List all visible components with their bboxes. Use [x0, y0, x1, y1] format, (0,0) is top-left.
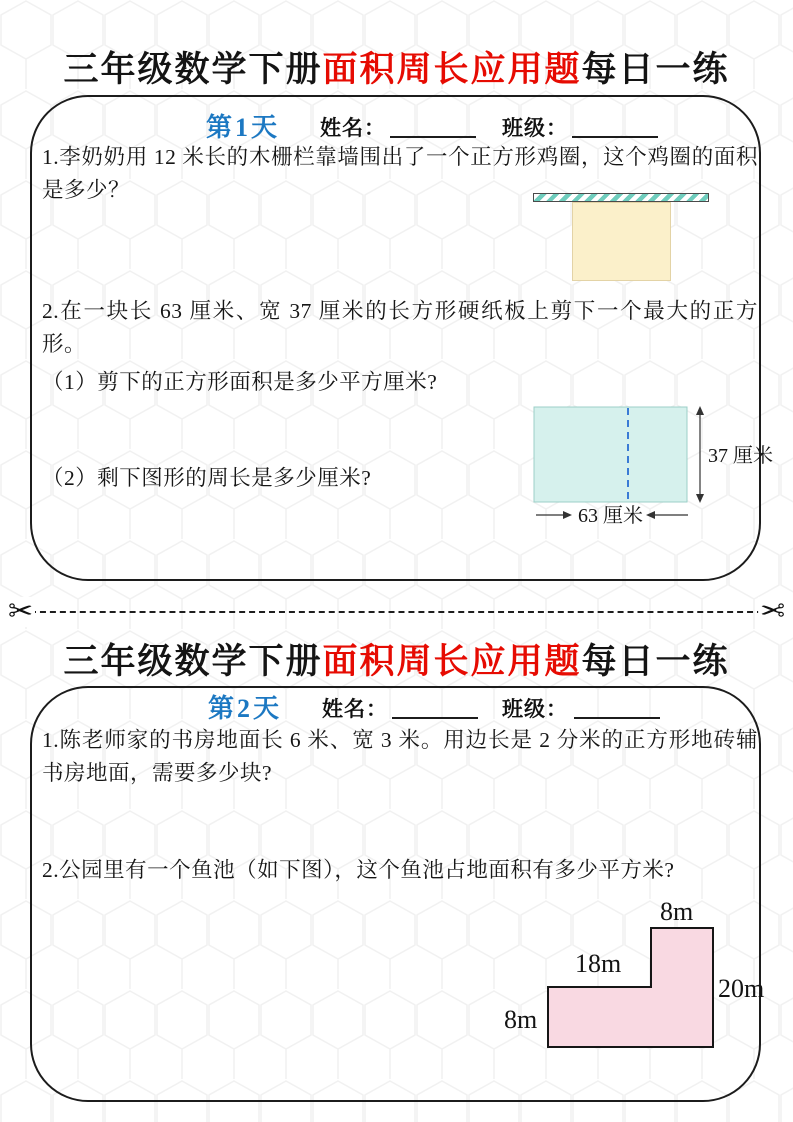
day1-class-blank[interactable]: [572, 136, 658, 138]
height-dimension-label: 37 厘米: [708, 445, 773, 467]
day1-name-label: 姓名：: [320, 116, 386, 140]
day2-name-blank[interactable]: [392, 717, 478, 719]
chicken-pen-square: [572, 202, 671, 281]
day2-problem1-text: 1.陈老师家的书房地面长 6 米、宽 3 米。用边长是 2 分米的正方形地砖辅书房地面，需要多少块?: [42, 728, 758, 785]
wall-hatch-bar: [533, 193, 709, 202]
day2-problem2-text: 2.公园里有一个鱼池（如下图），这个鱼池占地面积有多少平方米?: [42, 858, 675, 882]
title-prefix: 三年级数学下册: [63, 50, 323, 89]
arrow-right-icon: [563, 511, 572, 519]
width-dimension-label: 63 厘米: [578, 505, 643, 527]
day1-problem2-text: 2.在一块长 63 厘米、宽 37 厘米的长方形硬纸板上剪下一个最大的正方形。: [42, 299, 758, 356]
cardboard-rectangle-diagram: [520, 398, 793, 540]
fish-pond-diagram: [480, 890, 780, 1085]
cardboard-rect: [534, 407, 687, 502]
title-highlight: 面积周长应用题: [322, 642, 582, 681]
worksheet-title-day2: [0, 634, 793, 684]
pond-top-label: 8m: [660, 897, 694, 926]
day1-problem1-text: 1.李奶奶用 12 米长的木栅栏靠墙围出了一个正方形鸡圈，这个鸡圈的面积是多少？: [42, 145, 758, 202]
arrow-left-icon: [646, 511, 655, 519]
title-highlight: 面积周长应用题: [322, 50, 582, 89]
title-prefix: 三年级数学下册: [63, 642, 323, 681]
arrow-down-icon: [696, 494, 704, 503]
worksheet-title-day1: [0, 42, 793, 92]
title-suffix: 每日一练: [581, 642, 730, 681]
day2-class-label: 班级：: [502, 697, 568, 721]
day2-class-blank[interactable]: [574, 717, 660, 719]
scissors-icon-left: ✂: [8, 594, 34, 629]
cut-dashed-line: [30, 611, 763, 613]
day1-label: 第1天: [206, 113, 281, 142]
day1-problem2-q2: （2）剩下图形的周长是多少厘米?: [42, 466, 372, 490]
pond-left-label: 8m: [504, 1005, 538, 1034]
day2-name-label: 姓名：: [322, 697, 388, 721]
day1-name-blank[interactable]: [390, 136, 476, 138]
pond-right-label: 20m: [718, 974, 765, 1003]
day1-class-label: 班级：: [502, 116, 568, 140]
arrow-up-icon: [696, 406, 704, 415]
fish-pond-shape: [548, 928, 713, 1047]
pond-middle-label: 18m: [575, 949, 622, 978]
day1-problem2-q1: （1）剪下的正方形面积是多少平方厘米?: [42, 370, 438, 394]
scissors-icon-right: ✂: [759, 594, 785, 629]
title-suffix: 每日一练: [581, 50, 730, 89]
day2-label: 第2天: [208, 694, 283, 723]
